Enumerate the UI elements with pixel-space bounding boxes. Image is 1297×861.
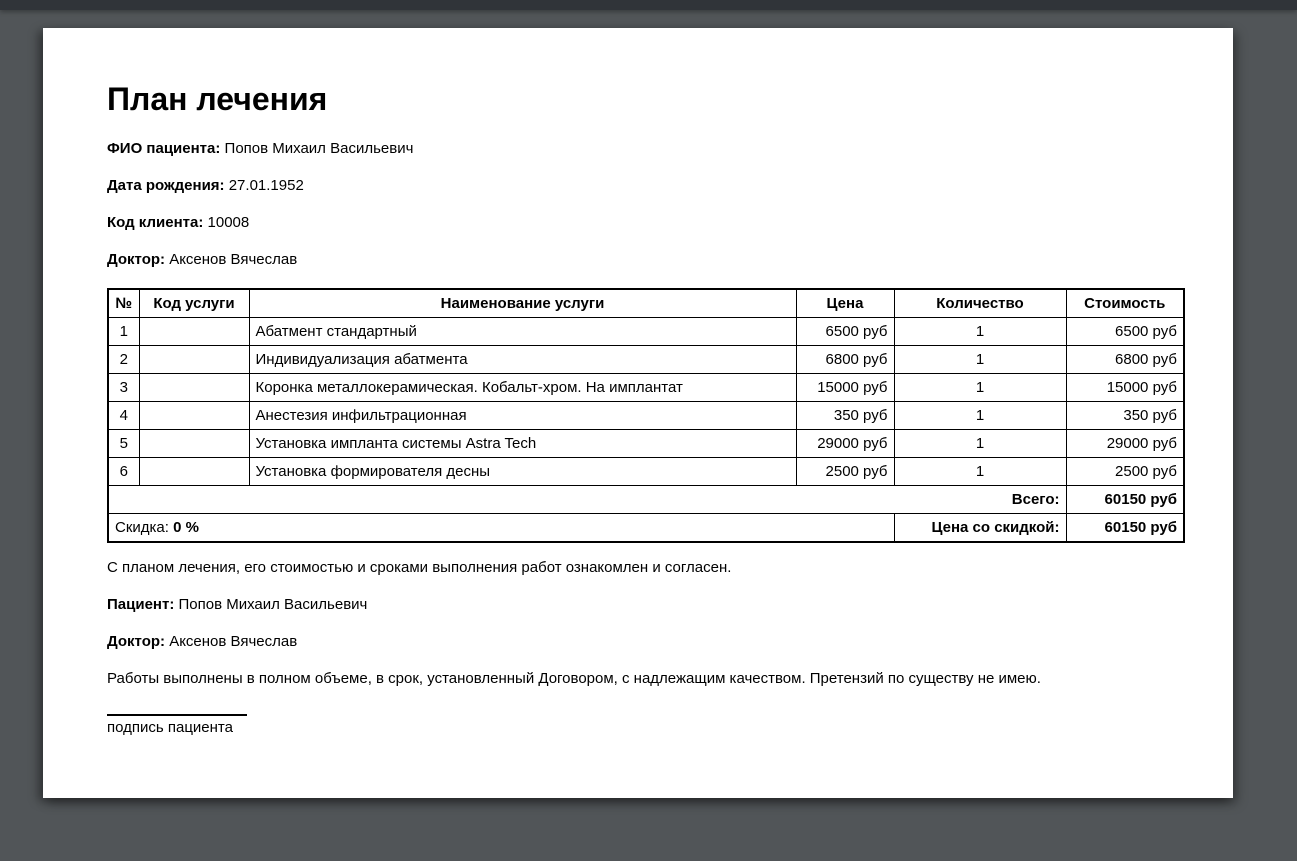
quantity-cell: 1 xyxy=(894,402,1066,430)
document-page xyxy=(43,28,1233,798)
footer-doctor-value: Аксенов Вячеслав xyxy=(169,633,298,650)
cost-cell: 2500 руб xyxy=(1066,458,1184,486)
client-code-label: Код клиента: xyxy=(107,214,204,231)
cost-cell: 6500 руб xyxy=(1066,318,1184,346)
service-code-cell xyxy=(139,402,249,430)
service-name-cell: Анестезия инфильтрационная xyxy=(249,402,796,430)
row-num-cell: 4 xyxy=(108,402,139,430)
column-header-cost: Стоимость xyxy=(1066,289,1184,318)
doctor-value: Аксенов Вячеслав xyxy=(169,251,298,268)
service-code-cell xyxy=(139,318,249,346)
quantity-cell: 1 xyxy=(894,430,1066,458)
table-row xyxy=(108,318,1184,346)
table-row xyxy=(108,402,1184,430)
birth-date-value: 27.01.1952 xyxy=(228,177,304,194)
viewer-top-bar xyxy=(0,0,1297,10)
service-name-cell: Индивидуализация абатмента xyxy=(249,346,796,374)
row-num-cell: 6 xyxy=(108,458,139,486)
document-content xyxy=(43,28,1233,737)
cost-cell: 29000 руб xyxy=(1066,430,1184,458)
footer-doctor-line xyxy=(107,633,1183,651)
footer-doctor-label: Доктор: xyxy=(107,633,166,650)
page-title: План лечения xyxy=(107,81,328,117)
total-value-cell: 60150 руб xyxy=(1066,486,1184,514)
service-name-cell: Коронка металлокерамическая. Кобальт-хром. На имплантат xyxy=(249,374,796,402)
column-header-price: Цена xyxy=(796,289,894,318)
service-code-cell xyxy=(139,346,249,374)
signature-block xyxy=(107,714,1183,737)
completion-text: Работы выполнены в полном объеме, в срок, установленный Договором, с надлежащим качеством. Претензий по существу не имею. xyxy=(107,670,1041,687)
client-code-line xyxy=(107,214,1183,232)
quantity-cell: 1 xyxy=(894,318,1066,346)
total-label-cell: Всего: xyxy=(108,486,1066,514)
column-header-quantity: Количество xyxy=(894,289,1066,318)
quantity-cell: 1 xyxy=(894,374,1066,402)
discount-value: 0 % xyxy=(173,519,199,536)
price-cell: 2500 руб xyxy=(796,458,894,486)
footer-patient-label: Пациент: xyxy=(107,596,175,613)
patient-name-label: ФИО пациента: xyxy=(107,140,221,157)
row-num-cell: 3 xyxy=(108,374,139,402)
row-num-cell: 5 xyxy=(108,430,139,458)
service-name-cell: Абатмент стандартный xyxy=(249,318,796,346)
agreement-text: С планом лечения, его стоимостью и сроками выполнения работ ознакомлен и согласен. xyxy=(107,559,732,576)
patient-name-value: Попов Михаил Васильевич xyxy=(224,140,414,157)
doctor-label: Доктор: xyxy=(107,251,166,268)
column-header-service-name: Наименование услуги xyxy=(249,289,796,318)
price-cell: 350 руб xyxy=(796,402,894,430)
cost-cell: 15000 руб xyxy=(1066,374,1184,402)
column-header-service-code: Код услуги xyxy=(139,289,249,318)
discount-label: Скидка: xyxy=(115,519,169,536)
footer-patient-value: Попов Михаил Васильевич xyxy=(178,596,368,613)
footer-patient-line xyxy=(107,596,1183,614)
discount-row xyxy=(108,514,1184,543)
table-row xyxy=(108,374,1184,402)
patient-name-line xyxy=(107,140,1183,158)
price-cell: 6500 руб xyxy=(796,318,894,346)
quantity-cell: 1 xyxy=(894,458,1066,486)
service-code-cell xyxy=(139,374,249,402)
discounted-price-value-cell: 60150 руб xyxy=(1066,514,1184,543)
total-row xyxy=(108,486,1184,514)
discount-cell xyxy=(108,514,894,543)
price-cell: 15000 руб xyxy=(796,374,894,402)
quantity-cell: 1 xyxy=(894,346,1066,374)
service-name-cell: Установка импланта системы Astra Tech xyxy=(249,430,796,458)
row-num-cell: 2 xyxy=(108,346,139,374)
price-cell: 6800 руб xyxy=(796,346,894,374)
service-code-cell xyxy=(139,430,249,458)
table-row xyxy=(108,430,1184,458)
doctor-line xyxy=(107,251,1183,269)
row-num-cell: 1 xyxy=(108,318,139,346)
signature-caption: подпись пациента xyxy=(107,719,233,736)
service-name-cell: Установка формирователя десны xyxy=(249,458,796,486)
table-row xyxy=(108,346,1184,374)
birth-date-label: Дата рождения: xyxy=(107,177,225,194)
birth-date-line xyxy=(107,177,1183,195)
cost-cell: 6800 руб xyxy=(1066,346,1184,374)
client-code-value: 10008 xyxy=(207,214,250,231)
services-table xyxy=(107,288,1185,543)
service-code-cell xyxy=(139,458,249,486)
column-header-num: № xyxy=(108,289,139,318)
cost-cell: 350 руб xyxy=(1066,402,1184,430)
price-cell: 29000 руб xyxy=(796,430,894,458)
table-header-row xyxy=(108,289,1184,318)
discounted-price-label-cell: Цена со скидкой: xyxy=(894,514,1066,543)
table-row xyxy=(108,458,1184,486)
